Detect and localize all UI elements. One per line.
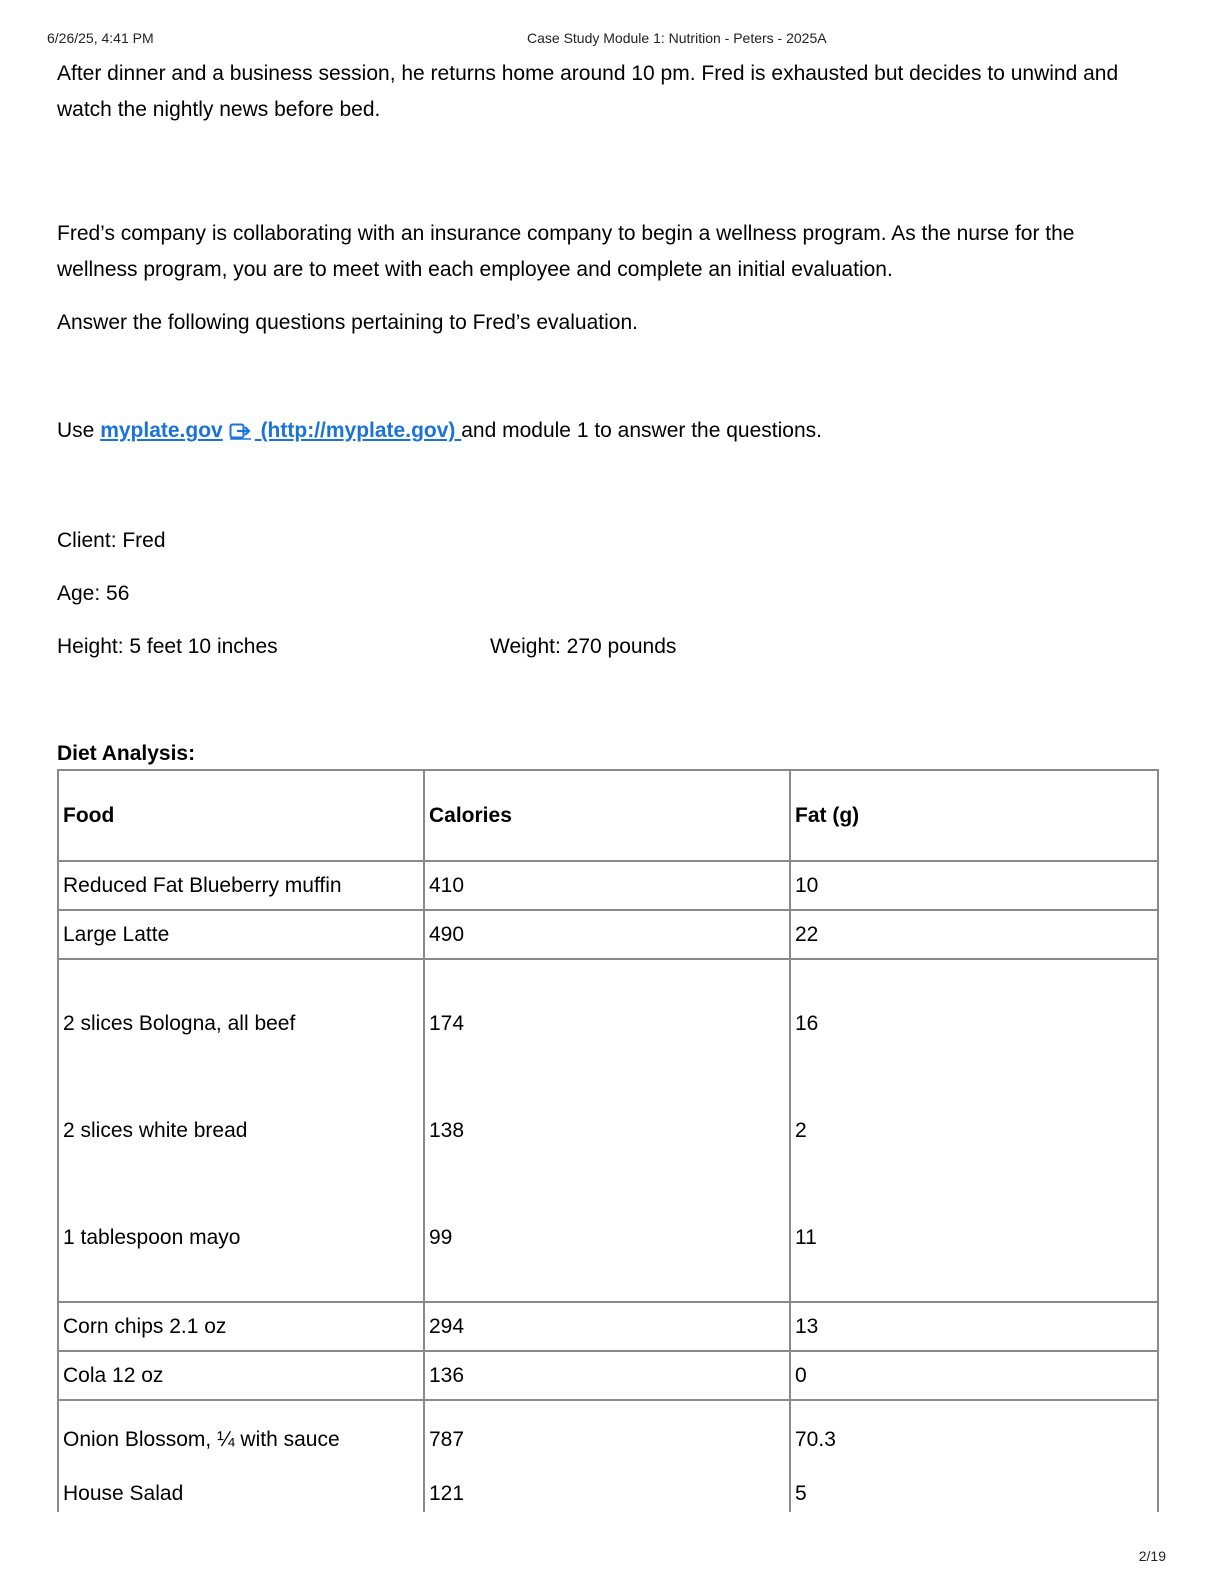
myplate-link[interactable]: myplate.gov [100,419,223,442]
cell-food: House Salad [63,1482,184,1505]
cell-fat: 16 [795,1012,819,1035]
cell-calories: 121 [429,1482,465,1505]
page-bottom-mask [0,1512,1224,1552]
cell-fat: 22 [790,910,1158,959]
header-calories: Calories [424,770,790,861]
myplate-url-text[interactable]: (http://myplate.gov) [254,419,462,442]
table-header-row [58,770,1158,861]
print-doc-title: Case Study Module 1: Nutrition - Peters - 2025A [527,30,827,46]
table-row [58,1302,1158,1351]
table-row-sandwich [58,959,1158,1302]
cell-calories-group [424,959,790,1302]
paragraph-company-wellness: Fred’s company is collaborating with an insurance company to begin a wellness program. As the nurse for the wellness program, you are to meet with each employee and complete an initial evaluation. [57,222,1075,281]
cell-calories: 99 [429,1226,453,1249]
cell-fat: 0 [790,1351,1158,1400]
cell-calories: 490 [424,910,790,959]
cell-food: Corn chips 2.1 oz [58,1302,424,1351]
cell-fat: 70.3 [795,1428,836,1451]
cell-calories: 787 [429,1428,465,1451]
print-datetime: 6/26/25, 4:41 PM [47,30,154,46]
table-row [58,1351,1158,1400]
cell-calories: 410 [424,861,790,910]
client-name: Client: Fred [57,529,166,552]
paragraph-answer-instructions: Answer the following questions pertaining to Fred’s evaluation. [57,311,638,334]
diet-analysis-heading: Diet Analysis: [57,742,196,765]
table-row [58,861,1158,910]
cell-food: Onion Blossom, ¼ with sauce [63,1428,340,1451]
cell-food: 2 slices white bread [63,1119,248,1142]
cell-food: Reduced Fat Blueberry muffin [58,861,424,910]
cell-fat: 13 [790,1302,1158,1351]
cell-food: Cola 12 oz [58,1351,424,1400]
print-header [0,30,1224,50]
use-prefix: Use [57,419,101,442]
header-food: Food [58,770,424,861]
paragraph-after-dinner: After dinner and a business session, he returns home around 10 pm. Fred is exhausted but decides to unwind and watch the nightly news before bed. [57,62,1119,121]
cell-fat: 10 [790,861,1158,910]
cell-fat: 2 [795,1119,807,1142]
print-page-number: 2/19 [1138,1548,1166,1564]
paragraph-use-myplate [57,413,1157,452]
external-link-icon[interactable] [229,416,251,452]
use-suffix: and module 1 to answer the questions. [461,419,822,442]
header-fat: Fat (g) [790,770,1158,861]
client-height-weight [57,629,1157,665]
cell-fat: 5 [795,1482,807,1505]
cell-food: Large Latte [58,910,424,959]
cell-food: 1 tablespoon mayo [63,1226,241,1249]
cell-calories: 136 [424,1351,790,1400]
document-body [57,56,1157,772]
client-weight: Weight: 270 pounds [490,635,677,658]
client-height: Height: 5 feet 10 inches [57,635,278,658]
cell-fat: 11 [795,1226,817,1249]
table-row [58,910,1158,959]
cell-calories: 294 [424,1302,790,1351]
cell-food: 2 slices Bologna, all beef [63,1012,296,1035]
cell-fat-group [790,959,1158,1302]
cell-calories: 174 [429,1012,465,1035]
client-age: Age: 56 [57,582,130,605]
cell-calories: 138 [429,1119,465,1142]
diet-analysis-table [57,769,1159,1533]
cell-food-group [58,959,424,1302]
